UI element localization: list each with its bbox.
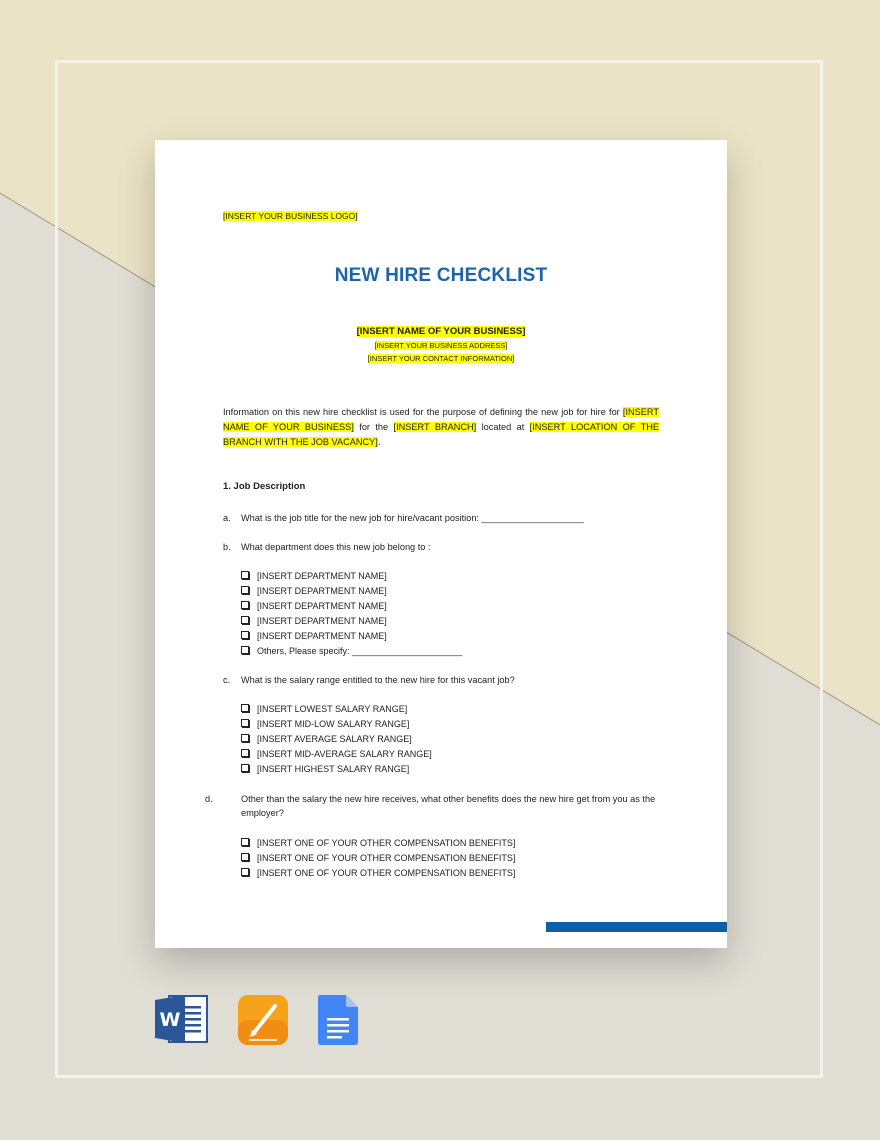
checkbox-icon[interactable] xyxy=(241,749,249,757)
benefit-options xyxy=(241,836,515,881)
checklist-item[interactable]: [INSERT DEPARTMENT NAME] xyxy=(241,584,462,599)
checklist-item[interactable]: [INSERT AVERAGE SALARY RANGE] xyxy=(241,732,432,747)
salary-options xyxy=(241,702,432,777)
footer-accent-bar xyxy=(546,922,727,932)
section-heading-job-description: 1. Job Description xyxy=(223,481,306,492)
checkbox-icon[interactable] xyxy=(241,616,249,624)
contact-info: [INSERT YOUR CONTACT INFORMATION] xyxy=(367,354,515,363)
checkbox-icon[interactable] xyxy=(241,631,249,639)
business-name: [INSERT NAME OF YOUR BUSINESS] xyxy=(356,326,526,337)
checkbox-icon[interactable] xyxy=(241,704,249,712)
checklist-item[interactable]: Others, Please specify: ______________________ xyxy=(241,644,462,659)
checklist-item[interactable]: [INSERT DEPARTMENT NAME] xyxy=(241,599,462,614)
checkbox-icon[interactable] xyxy=(241,853,249,861)
checklist-item[interactable]: [INSERT ONE OF YOUR OTHER COMPENSATION BENEFITS] xyxy=(241,851,515,866)
document-page xyxy=(155,140,727,948)
checkbox-icon[interactable] xyxy=(241,646,249,654)
question-a: a. What is the job title for the new job for hire/vacant position: ____________________ xyxy=(223,513,584,523)
business-address: [INSERT YOUR BUSINESS ADDRESS] xyxy=(374,341,508,350)
microsoft-word-icon[interactable] xyxy=(155,994,209,1044)
checklist-item[interactable]: [INSERT MID-LOW SALARY RANGE] xyxy=(241,717,432,732)
document-title: NEW HIRE CHECKLIST xyxy=(334,265,548,286)
checkbox-icon[interactable] xyxy=(241,571,249,579)
apple-pages-icon[interactable] xyxy=(237,994,289,1046)
checklist-item[interactable]: [INSERT DEPARTMENT NAME] xyxy=(241,614,462,629)
question-d: d. Other than the salary the new hire receives, what other benefits does the new hire get from you as the employer? xyxy=(205,794,656,818)
checklist-item[interactable]: [INSERT HIGHEST SALARY RANGE] xyxy=(241,762,432,777)
question-b: b. What department does this new job belong to : xyxy=(223,542,431,552)
checkbox-icon[interactable] xyxy=(241,586,249,594)
checkbox-icon[interactable] xyxy=(241,764,249,772)
checklist-item[interactable]: [INSERT ONE OF YOUR OTHER COMPENSATION BENEFITS] xyxy=(241,836,515,851)
checklist-item[interactable]: [INSERT LOWEST SALARY RANGE] xyxy=(241,702,432,717)
intro-paragraph: Information on this new hire checklist is used for the purpose of defining the new job for hire for [INSERT NAME OF YOUR BUSINESS] for the [INSERT BRANCH] located at [INSERT LOCATION OF THE BRANCH WITH THE JOB VACANCY]. xyxy=(223,407,660,447)
checklist-item[interactable]: [INSERT ONE OF YOUR OTHER COMPENSATION BENEFITS] xyxy=(241,866,515,881)
google-docs-icon[interactable] xyxy=(317,994,359,1046)
checklist-item[interactable]: [INSERT DEPARTMENT NAME] xyxy=(241,569,462,584)
svg-text:W: W xyxy=(159,1009,181,1031)
checkbox-icon[interactable] xyxy=(241,734,249,742)
checkbox-icon[interactable] xyxy=(241,838,249,846)
checklist-item[interactable]: [INSERT MID-AVERAGE SALARY RANGE] xyxy=(241,747,432,762)
checklist-item[interactable]: [INSERT DEPARTMENT NAME] xyxy=(241,629,462,644)
checkbox-icon[interactable] xyxy=(241,601,249,609)
checkbox-icon[interactable] xyxy=(241,719,249,727)
logo-placeholder: [INSERT YOUR BUSINESS LOGO] xyxy=(223,211,358,221)
department-options xyxy=(241,569,462,659)
checkbox-icon[interactable] xyxy=(241,868,249,876)
question-c: c. What is the salary range entitled to the new hire for this vacant job? xyxy=(223,675,515,685)
